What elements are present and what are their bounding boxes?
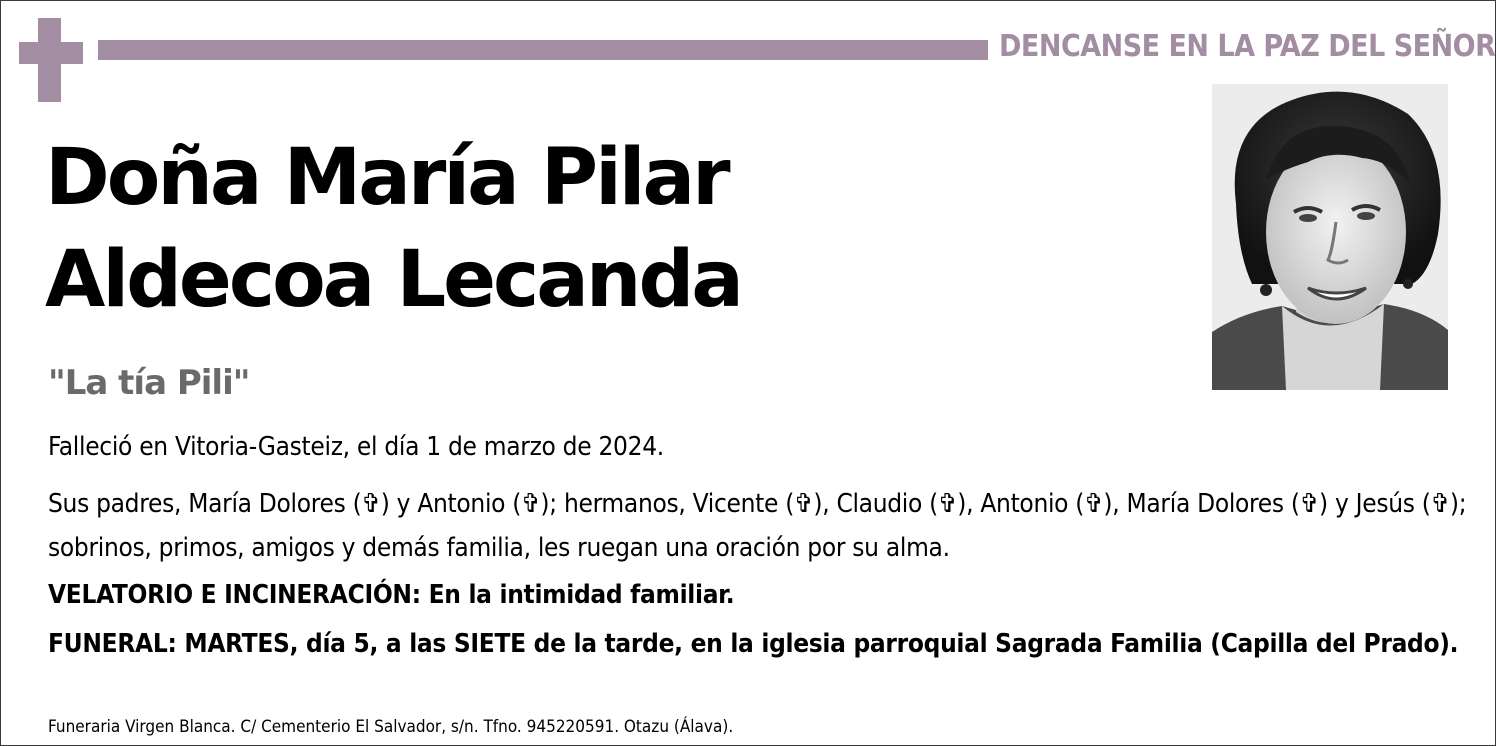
- deceased-name-line1: Doña María Pilar: [45, 133, 728, 223]
- funeral-details: FUNERAL: MARTES, día 5, a las SIETE de la tarde, en la iglesia parroquial Sagrada Familia (Capilla del Prado).: [48, 629, 1459, 659]
- funeral-home-footer: Funeraria Virgen Blanca. C/ Cementerio El Salvador, s/n. Tfno. 945220591. Otazu (Álava).: [48, 717, 734, 737]
- header-divider-bar: [98, 40, 988, 60]
- death-statement: Falleció en Vitoria-Gasteiz, el día 1 de marzo de 2024.: [48, 432, 664, 462]
- portrait-illustration: [1212, 84, 1448, 390]
- deceased-name-line2: Aldecoa Lecanda: [45, 235, 741, 325]
- latin-cross-icon: [19, 18, 83, 102]
- portrait-photo: [1212, 84, 1448, 390]
- deceased-name: [45, 127, 741, 331]
- deceased-nickname: "La tía Pili": [48, 363, 250, 403]
- family-statement: Sus padres, María Dolores (✞) y Antonio (✞); hermanos, Vicente (✞), Claudio (✞), Antonio (✞), María Dolores (✞) y Jesús (✞); sobrinos, primos, amigos y demás familia, les ruegan una oración por su alma.: [48, 489, 1467, 563]
- header-title: DENCANSE EN LA PAZ DEL SEÑOR: [999, 29, 1496, 64]
- wake-details: VELATORIO E INCINERACIÓN: En la intimidad familiar.: [48, 580, 735, 610]
